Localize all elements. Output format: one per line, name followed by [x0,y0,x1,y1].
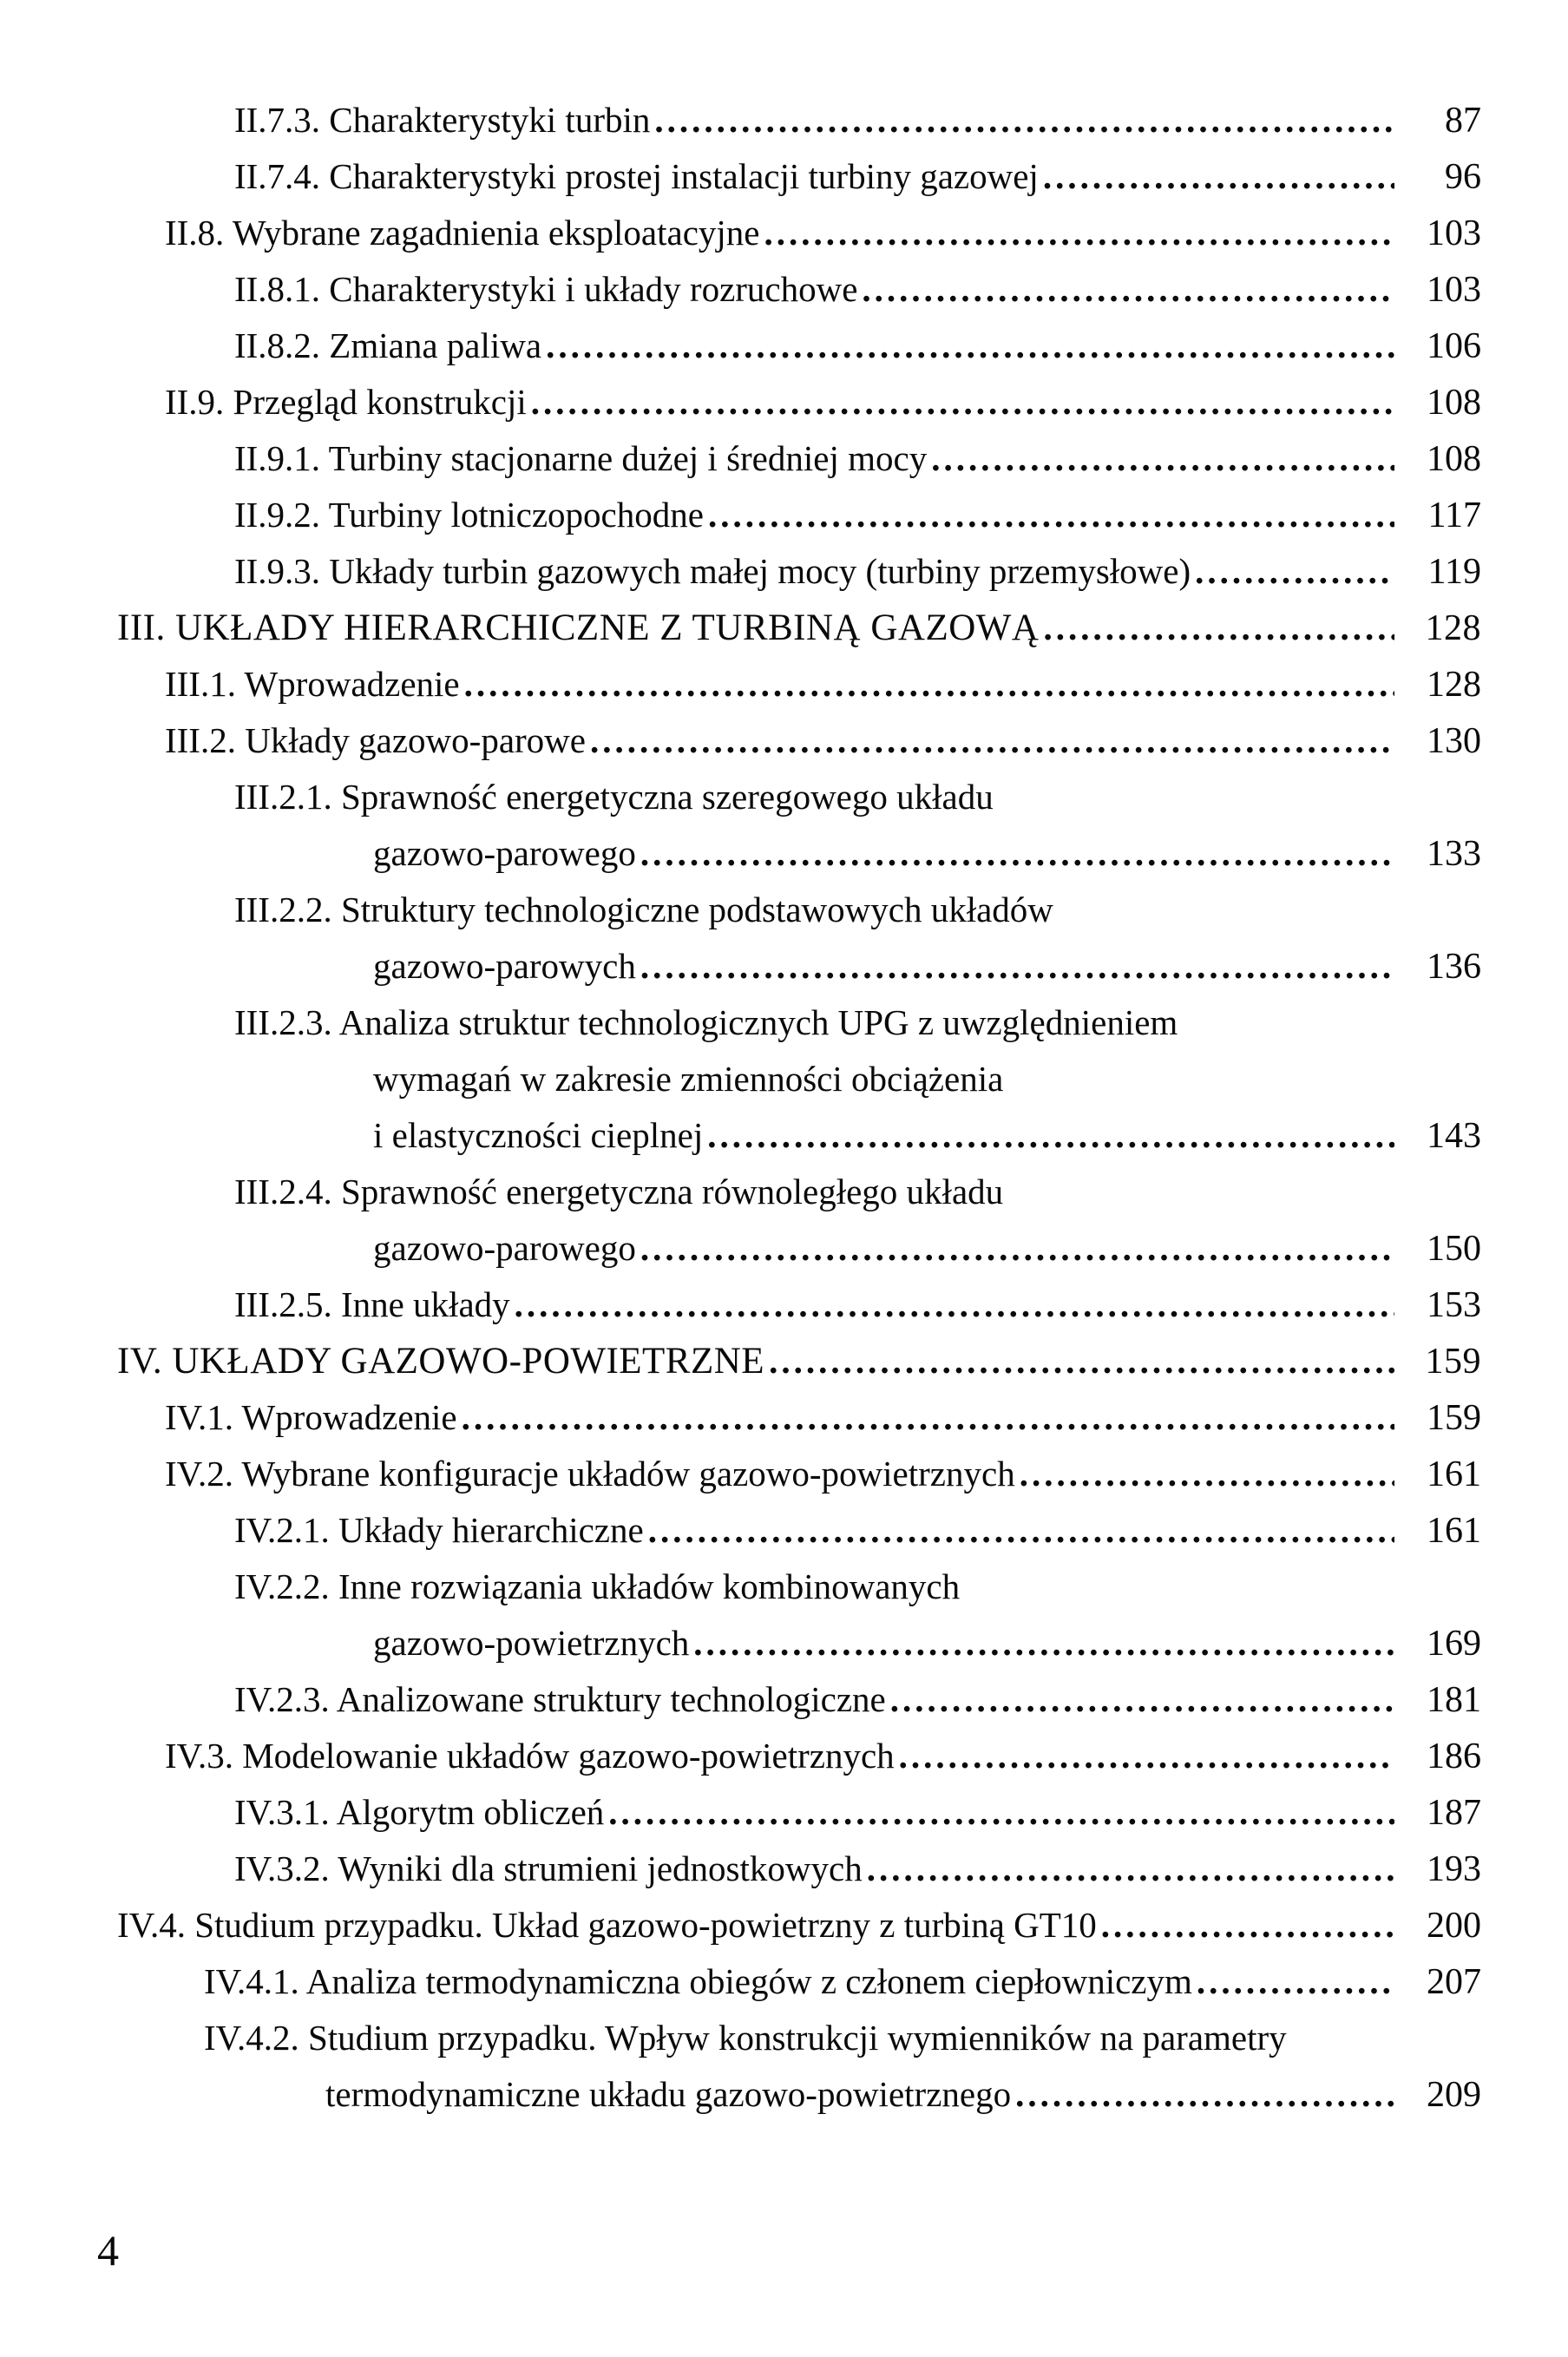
toc-entry-text: i elastyczności cieplnej [373,1115,704,1155]
toc-entry-line [117,1784,1481,1841]
toc-entry-line [117,1107,1481,1164]
dotted-leader [462,1389,1394,1446]
toc-entry-text: II.9.2. Turbiny lotniczopochodne [234,495,704,535]
dotted-leader [1015,2066,1394,2123]
toc-page-number: 128 [1427,665,1481,705]
toc-page-number: 143 [1427,1116,1481,1156]
toc-entry-text: II.7.4. Charakterystyki prostej instalacji turbiny gazowej [234,156,1039,196]
toc-entry-line [117,2066,1481,2123]
toc-page-number: 119 [1427,552,1481,592]
toc-entry-line [117,995,1481,1051]
toc-entry-text: II.8. Wybrane zagadnienia eksploatacyjne [165,213,760,253]
toc-entry-text: III.2.5. Inne układy [234,1284,510,1324]
toc-entry-text: III.2.1. Sprawność energetyczna szeregowego układu [234,777,994,817]
toc-entry-text: IV.2.3. Analizowane struktury technologiczne [234,1679,886,1719]
toc-entry-line [117,712,1481,769]
toc-entry-line [117,1333,1481,1389]
dotted-leader [608,1784,1394,1841]
dotted-leader [654,92,1394,148]
toc-page-number: 159 [1427,1398,1481,1438]
toc-entry-line [117,1728,1481,1784]
toc-page-number: 207 [1427,1962,1481,2002]
toc-page-number: 106 [1427,326,1481,366]
toc-page-number: 108 [1427,383,1481,423]
toc-entry-line [117,1502,1481,1559]
toc-entry-line [117,487,1481,543]
toc-entry-text: IV.4. Studium przypadku. Układ gazowo-powietrzny z turbiną GT10 [117,1905,1097,1945]
toc-entry-line [117,1164,1481,1220]
dotted-leader [769,1333,1394,1389]
toc-entry-line [117,318,1481,374]
toc-page-number: 128 [1425,608,1481,648]
toc-entry-line [117,882,1481,938]
toc-entry-text: II.8.1. Charakterystyki i układy rozruchowe [234,269,858,309]
dotted-leader [648,1502,1394,1559]
toc-entry-line [117,769,1481,825]
toc-page-number: 150 [1427,1229,1481,1269]
toc-page-number: 187 [1427,1793,1481,1833]
toc-page-number: 161 [1427,1511,1481,1551]
dotted-leader [1197,1953,1394,2010]
toc-entry-line [117,1953,1481,2010]
toc-entry-text: II.7.3. Charakterystyki turbin [234,100,651,140]
dotted-leader [1043,600,1394,656]
toc-page-number: 169 [1427,1624,1481,1664]
toc-page-number: 103 [1427,213,1481,253]
toc-entry-line [117,1841,1481,1897]
toc-entry-line [117,1897,1481,1953]
dotted-leader [464,656,1394,712]
dotted-leader [1043,148,1394,205]
toc-page-number: 193 [1427,1849,1481,1889]
toc-page-number: 161 [1427,1454,1481,1494]
toc-entry-line [117,543,1481,600]
toc-entry-line [117,825,1481,882]
toc-entry-text: II.8.2. Zmiana paliwa [234,325,542,365]
dotted-leader [515,1277,1394,1333]
toc-entry-line [117,1615,1481,1671]
toc-page-number: 181 [1427,1680,1481,1720]
toc-entry-text: IV.2.2. Inne rozwiązania układów kombinowanych [234,1566,961,1606]
toc-entry-text: gazowo-parowego [373,833,636,873]
table-of-contents [117,92,1481,2123]
toc-entry-text: IV.3.2. Wyniki dla strumieni jednostkowych [234,1848,863,1888]
toc-entry-line [117,600,1481,656]
dotted-leader [707,1107,1394,1164]
dotted-leader [764,205,1395,261]
dotted-leader [867,1841,1394,1897]
toc-entry-text: termodynamiczne układu gazowo-powietrznego [325,2074,1012,2114]
toc-entry-text: IV. UKŁADY GAZOWO-POWIETRZNE [117,1341,765,1382]
toc-entry-line [117,92,1481,148]
toc-page-number: 130 [1427,721,1481,761]
toc-entry-line [117,1051,1481,1107]
toc-entry-line [117,205,1481,261]
toc-entry-text: III. UKŁADY HIERARCHICZNE Z TURBINĄ GAZOWĄ [117,607,1040,648]
folio-page-number: 4 [97,2226,119,2275]
toc-page-number: 103 [1427,270,1481,310]
toc-entry-line [117,656,1481,712]
toc-entry-text: wymagań w zakresie zmienności obciążenia [373,1059,1004,1099]
dotted-leader [899,1728,1394,1784]
toc-entry-line [117,148,1481,205]
toc-entry-text: IV.2. Wybrane konfiguracje układów gazowo-powietrznych [165,1454,1015,1494]
dotted-leader [708,487,1394,543]
toc-entry-line [117,1446,1481,1502]
toc-entry-line [117,1277,1481,1333]
dotted-leader [531,374,1394,430]
toc-entry-text: III.1. Wprowadzenie [165,664,460,704]
dotted-leader [693,1615,1394,1671]
dotted-leader [640,938,1394,995]
toc-entry-line [117,1389,1481,1446]
dotted-leader [1020,1446,1394,1502]
toc-entry-text: III.2.3. Analiza struktur technologicznych UPG z uwzględnieniem [234,1002,1178,1042]
dotted-leader [640,825,1394,882]
toc-entry-line [117,1220,1481,1277]
toc-page-number: 133 [1427,834,1481,874]
toc-entry-text: II.9.3. Układy turbin gazowych małej mocy (turbiny przemysłowe) [234,551,1191,591]
toc-entry-text: gazowo-parowych [373,946,636,986]
dotted-leader [590,712,1394,769]
toc-entry-text: III.2.2. Struktury technologiczne podstawowych układów [234,890,1053,929]
toc-entry-text: IV.4.2. Studium przypadku. Wpływ konstrukcji wymienników na parametry [204,2018,1287,2058]
toc-entry-text: IV.3.1. Algorytm obliczeń [234,1792,605,1832]
toc-entry-text: IV.1. Wprowadzenie [165,1397,457,1437]
dotted-leader [546,318,1394,374]
toc-entry-text: II.9. Przegląd konstrukcji [165,382,527,422]
toc-entry-text: IV.2.1. Układy hierarchiczne [234,1510,644,1550]
toc-entry-text: IV.3. Modelowanie układów gazowo-powietrznych [165,1736,895,1776]
toc-entry-line [117,261,1481,318]
toc-entry-line [117,430,1481,487]
toc-page-number: 96 [1445,157,1481,197]
toc-entry-text: IV.4.1. Analiza termodynamiczna obiegów z członem ciepłowniczym [204,1961,1192,2001]
toc-page-number: 153 [1427,1285,1481,1325]
toc-page-number: 87 [1445,101,1481,141]
toc-page-number: 117 [1427,496,1481,535]
toc-page-number: 200 [1427,1906,1481,1946]
dotted-leader [890,1671,1394,1728]
toc-entry-line [117,1671,1481,1728]
toc-page-number: 209 [1427,2075,1481,2115]
toc-entry-text: III.2. Układy gazowo-parowe [165,720,586,760]
toc-entry-text: gazowo-parowego [373,1228,636,1268]
toc-page-number: 108 [1427,439,1481,479]
dotted-leader [1101,1897,1394,1953]
toc-entry-line [117,1559,1481,1615]
toc-entry-line [117,938,1481,995]
dotted-leader [862,261,1394,318]
toc-entry-text: III.2.4. Sprawność energetyczna równoległego układu [234,1172,1004,1211]
dotted-leader [1195,543,1394,600]
toc-entry-line [117,2010,1481,2066]
toc-page-number: 186 [1427,1737,1481,1776]
toc-page-number: 136 [1427,947,1481,987]
toc-entry-line [117,374,1481,430]
toc-entry-text: gazowo-powietrznych [373,1623,690,1663]
toc-page-number: 159 [1425,1342,1481,1382]
dotted-leader [640,1220,1394,1277]
dotted-leader [931,430,1394,487]
toc-entry-text: II.9.1. Turbiny stacjonarne dużej i średniej mocy [234,438,928,478]
